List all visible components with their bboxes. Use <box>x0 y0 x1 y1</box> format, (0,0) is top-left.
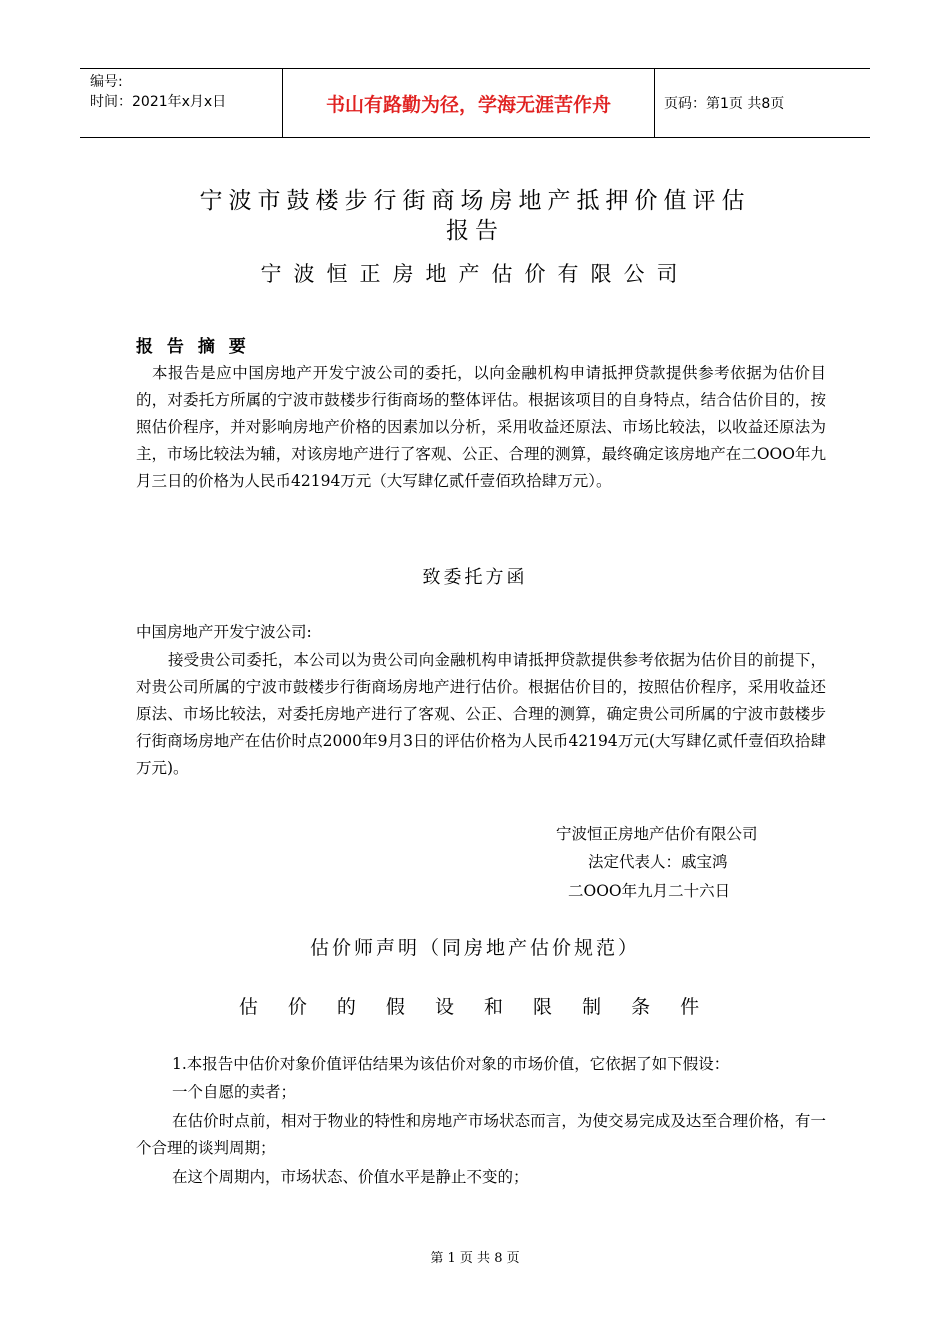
assumption-item-1: 1.本报告中估价对象价值评估结果为该估价对象的市场价值，它依据了如下假设： <box>172 1055 730 1073</box>
page-indicator <box>664 69 870 137</box>
header-meta <box>80 69 283 137</box>
letter-salutation: 中国房地产开发宁波公司: <box>136 623 312 641</box>
page-footer: 第 1 页 共 8 页 <box>430 1251 520 1266</box>
signature-representative: 法定代表人：戚宝鸿 <box>588 853 728 871</box>
report-title-line1: 宁波市鼓楼步行街商场房地产抵押价值评估 <box>199 188 751 214</box>
assumptions-heading: 估 价 的 假 设 和 限 制 条 件 <box>238 996 712 1018</box>
report-title-line2: 报告 <box>446 218 504 244</box>
page-header <box>80 68 870 138</box>
summary-heading: 报 告 摘 要 <box>136 337 250 357</box>
date-label: 时间：2021年x月x日 <box>90 94 227 110</box>
signature-company: 宁波恒正房地产估价有限公司 <box>556 825 758 843</box>
assumption-item-4: 在这个周期内，市场状态、价值水平是静止不变的； <box>172 1168 529 1186</box>
code-label: 编号: <box>90 74 123 90</box>
company-name: 宁波恒正房地产估价有限公司 <box>260 262 690 286</box>
assumption-item-3: 在估价时点前，相对于物业的特性和房地产市场状态而言，为使交易完成及达至合理价格，有一个合理的谈判周期； <box>136 1112 826 1157</box>
motto: 书山有路勤为径，学海无涯苦作舟 <box>283 69 655 137</box>
signature-date: 二OOO年九月二十六日 <box>568 882 731 900</box>
page-indicator-text: 页码：第1页 共8页 <box>664 96 785 112</box>
summary-text: 本报告是应中国房地产开发宁波公司的委托，以向金融机构申请抵押贷款提供参考依据为估价目的，对委托方所属的宁波市鼓楼步行街商场的整体评估。根据该项目的自身特点，结合估价目的，按照估价程序，并对影响房地产价格的因素加以分析，采用收益还原法、市场比较法，以收益还原法为主，市场比较法为辅，对该房地产进行了客观、公正、合理的测算，最终确定该房地产在二OOO年九月三日的价格为人民币42194万元（大写肆亿贰仟壹佰玖拾肆万元）。 <box>136 364 826 490</box>
letter-body: 接受贵公司委托，本公司以为贵公司向金融机构申请抵押贷款提供参考依据为估价目的前提下，对贵公司所属的宁波市鼓楼步行街商场房地产进行估价。根据估价目的，按照估价程序，采用收益还原法、市场比较法，对委托房地产进行了客观、公正、合理的测算，确定贵公司所属的宁波市鼓楼步行街商场房地产在估价时点2000年9月3日的评估价格为人民币42194万元(大写肆亿贰仟壹佰玖拾肆万元)。 <box>136 651 826 777</box>
letter-heading: 致委托方函 <box>422 567 528 588</box>
assumption-item-2: 一个自愿的卖者； <box>172 1083 297 1101</box>
statement-heading: 估价师声明（同房地产估价规范） <box>309 937 640 959</box>
